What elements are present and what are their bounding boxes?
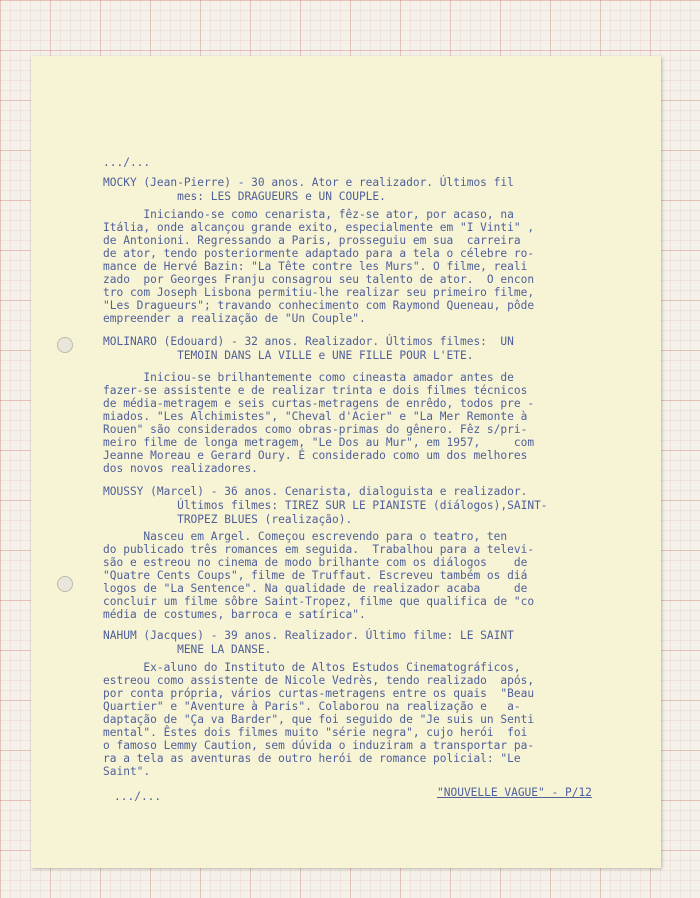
entry-body-line: Rouen" são considerados como obras-primas do gênero. Fêz s/pri-	[103, 423, 528, 436]
entry-heading-line: Últimos filmes: TIREZ SUR LE PIANISTE (diálogos),SAINT-	[103, 499, 548, 512]
entry-body-line: Ex-aluno do Instituto de Altos Estudos Cinematográficos,	[103, 661, 521, 674]
entry-body-line: concluir um filme sôbre Saint-Tropez, filme que qualifica de "co	[103, 595, 535, 608]
entry-body-line: o famoso Lemmy Caution, sem dúvida o induziram a transportar pa-	[103, 739, 535, 752]
entry-heading-line: mes: LES DRAGUEURS e UN COUPLE.	[103, 190, 386, 203]
entry-body-line: "Quatre Cents Coups", filme de Truffaut. Escreveu também os diá	[103, 569, 528, 582]
entry-body-line: fazer-se assistente e de realizar trinta e dois filmes técnicos	[103, 384, 528, 397]
entry-body-line: Nasceu em Argel. Começou escrevendo para o teatro, ten	[103, 530, 508, 543]
entry-body-line: empreender a realização de "Un Couple".	[103, 312, 366, 325]
continuation-footer: .../...	[114, 790, 162, 803]
entry-body-line: Iniciou-se brilhantemente como cineasta amador antes de	[103, 371, 514, 384]
entry-body-line: tro com Joseph Lisbona permitiu-lhe realizar seu primeiro filme,	[103, 286, 535, 299]
entry-heading-line: NAHUM (Jacques) - 39 anos. Realizador. Último filme: LE SAINT	[103, 629, 514, 642]
entry-heading-line: TROPEZ BLUES (realização).	[103, 513, 353, 526]
continuation-header: .../...	[103, 156, 151, 169]
entry-body-line: de média-metragem e seis curtas-metragens de enrêdo, todos pre -	[103, 397, 535, 410]
entry-heading-line: MOUSSY (Marcel) - 36 anos. Cenarista, dialoguista e realizador.	[103, 485, 528, 498]
entry-body-line: mental". Êstes dois filmes muito "série negra", cujo herói foi	[103, 726, 528, 739]
entry-body-line: ra a tela as aventuras de outro herói de romance policial: "Le	[103, 752, 521, 765]
entry-body-line: mance de Hervé Bazin: "La Tête contre les Murs". O filme, reali	[103, 260, 528, 273]
entry-heading-line: MOCKY (Jean-Pierre) - 30 anos. Ator e realizador. Últimos fil	[103, 176, 514, 189]
entry-body-line: do publicado três romances em seguida. Trabalhou para a televi-	[103, 543, 535, 556]
entry-heading-line: TEMOIN DANS LA VILLE e UNE FILLE POUR L'ETE.	[103, 349, 474, 362]
entry-body-line: logos de "La Sentence". Na qualidade de realizador acaba de	[103, 582, 528, 595]
entry-body-line: Itália, onde alcançou grande exito, especialmente em "I Vinti" ,	[103, 221, 535, 234]
entry-body-line: Saint".	[103, 765, 151, 778]
entry-body-line: estreou como assistente de Nicole Vedrès, tendo realizado após,	[103, 674, 535, 687]
entry-body-line: Iniciando-se como cenarista, fêz-se ator, por acaso, na	[103, 208, 514, 221]
entry-body-line: dos novos realizadores.	[103, 462, 258, 475]
entry-body-line: média de costumes, barroca e satírica".	[103, 608, 366, 621]
punch-hole	[57, 576, 73, 592]
entry-body-line: meiro filme de longa metragem, "Le Dos au Mur", em 1957, com	[103, 436, 535, 449]
entry-body-line: por conta própria, vários curtas-metragens entre os quais "Beau	[103, 687, 535, 700]
entry-body-line: Jeanne Moreau e Gerard Oury. É considerado como um dos melhores	[103, 449, 528, 462]
entry-body-line: "Les Dragueurs"; travando conhecimento com Raymond Queneau, pôde	[103, 299, 535, 312]
punch-hole	[57, 337, 73, 353]
entry-heading-line: MENE LA DANSE.	[103, 643, 272, 656]
entry-body-line: miados. "Les Alchimistes", "Cheval d'Acier" e "La Mer Remonte à	[103, 410, 528, 423]
entry-body-line: Quartier" e "Aventure à Paris". Colaborou na realização e a-	[103, 700, 521, 713]
footer-page-reference: "NOUVELLE VAGUE" - P/12	[437, 786, 592, 799]
entry-heading-line: MOLINARO (Edouard) - 32 anos. Realizador. Últimos filmes: UN	[103, 335, 514, 348]
entry-body-line: daptação de "Ça va Barder", que foi seguido de "Je suis un Senti	[103, 713, 535, 726]
entry-body-line: zado por Georges Franju consagrou seu talento de ator. O encon	[103, 273, 535, 286]
entry-body-line: são e estreou no cinema de modo brilhante com os diálogos de	[103, 556, 528, 569]
entry-body-line: de Antonioni. Regressando a Paris, prosseguiu em sua carreira	[103, 234, 521, 247]
entry-body-line: de ator, tendo posteriormente adaptado para a tela o célebre ro-	[103, 247, 535, 260]
